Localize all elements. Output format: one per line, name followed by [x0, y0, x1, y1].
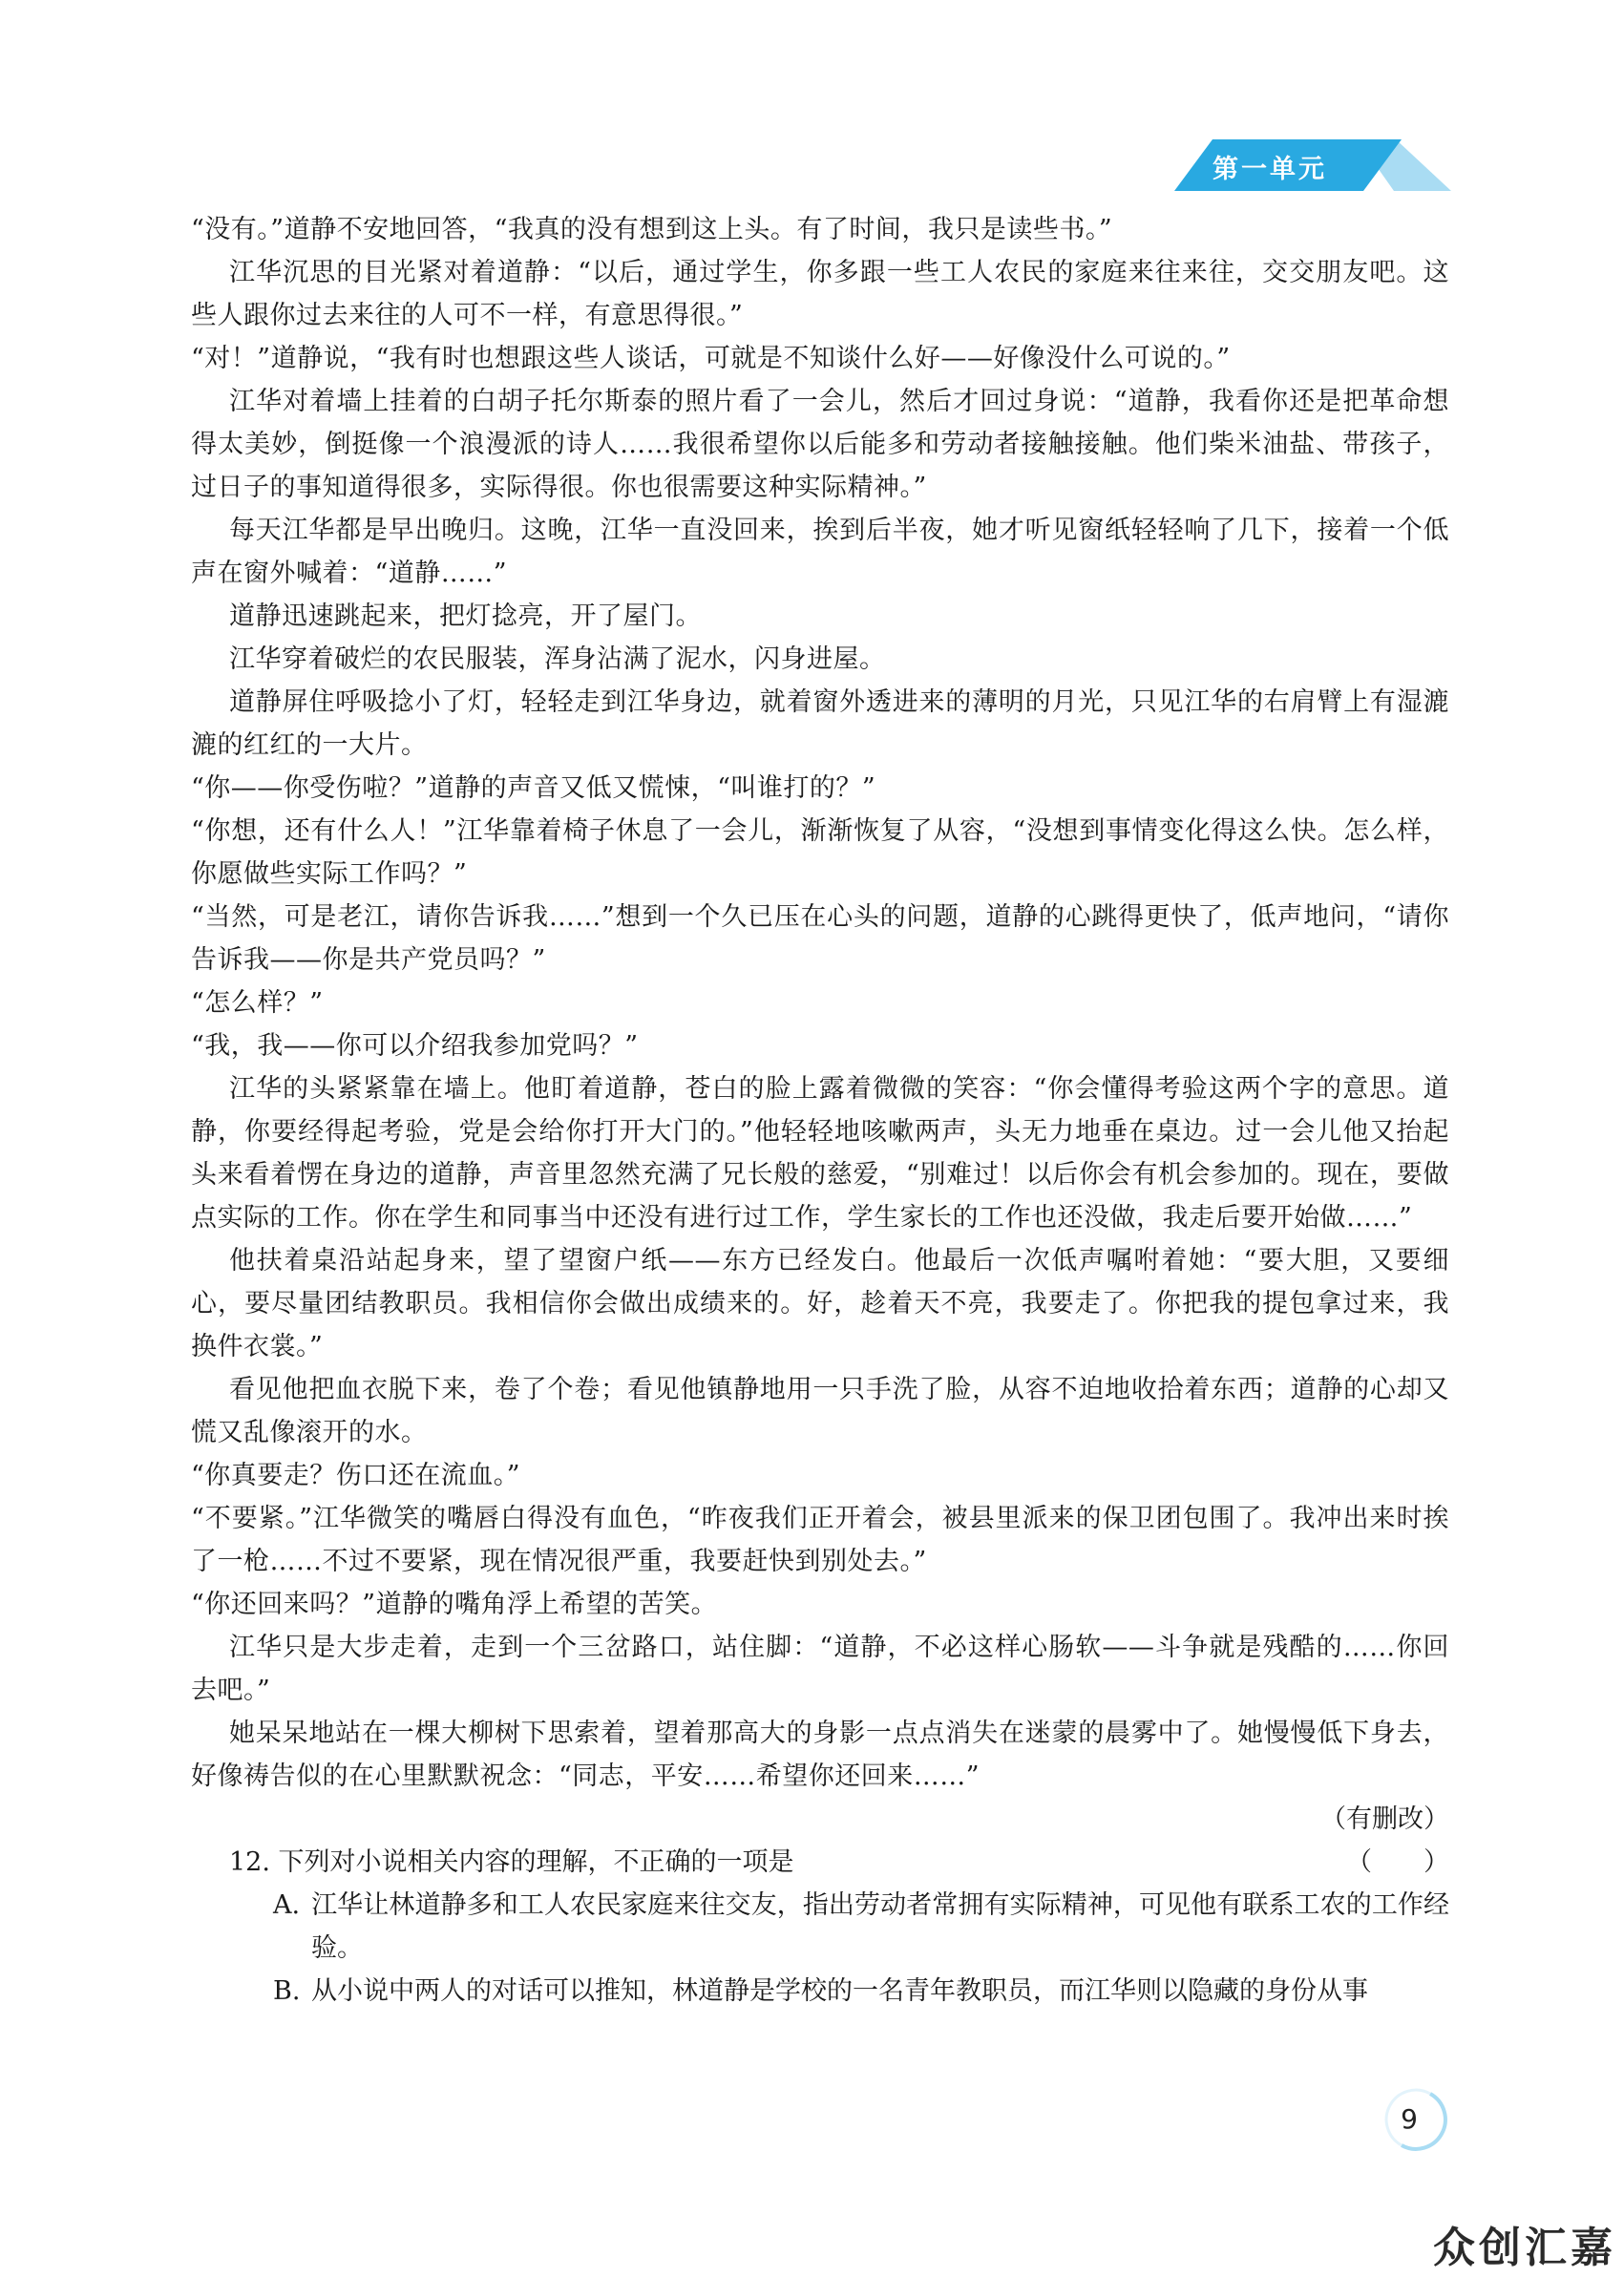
paragraph: 江华沉思的目光紧对着道静：“以后，通过学生，你多跟一些工人农民的家庭来往来往，交交朋友吧。这些人跟你过去来往的人可不一样，有意思得很。” — [191, 258, 1449, 330]
paragraph: 他扶着桌沿站起身来，望了望窗户纸——东方已经发白。他最后一次低声嘱咐着她：“要大胆，又要细心，要尽量团结教职员。我相信你会做出成绩来的。好，趁着天不亮，我要走了。你把我的提包拿过来，我换件衣裳。” — [191, 1246, 1449, 1361]
unit-label: 第一单元 — [1213, 155, 1327, 184]
paragraph: 她呆呆地站在一棵大柳树下思索着，望着那高大的身影一点点消失在迷蒙的晨雾中了。她慢慢低下身去，好像祷告似的在心里默默祝念：“同志，平安……希望你还回来……” — [191, 1719, 1449, 1791]
paragraph: 江华只是大步走着，走到一个三岔路口，站住脚：“道静，不必这样心肠软——斗争就是残酷的……你回去吧。” — [191, 1633, 1449, 1705]
article-body — [191, 208, 1449, 2013]
page-number: 9 — [1401, 2103, 1418, 2135]
paragraph: 每天江华都是早出晚归。这晚，江华一直没回来，挨到后半夜，她才听见窗纸轻轻响了几下，接着一个低声在窗外喊着：“道静……” — [191, 516, 1449, 588]
paragraph: “你想，还有什么人！”江华靠着椅子休息了一会儿，渐渐恢复了从容，“没想到事情变化得这么快。怎么样，你愿做些实际工作吗？” — [191, 816, 1449, 889]
paragraph: “对！”道静说，“我有时也想跟这些人谈话，可就是不知谈什么好——好像没什么可说的。” — [191, 344, 1231, 373]
paragraph: “我，我——你可以介绍我参加党吗？” — [191, 1031, 639, 1061]
paragraph: “怎么样？” — [191, 988, 324, 1018]
paragraph: “你——你受伤啦？”道静的声音又低又慌悚，“叫谁打的？” — [191, 773, 876, 803]
paragraph: “你还回来吗？”道静的嘴角浮上希望的苦笑。 — [191, 1590, 718, 1619]
paragraph: 看见他把血衣脱下来，卷了个卷；看见他镇静地用一只手洗了脸，从容不迫地收拾着东西；道静的心却又慌又乱像滚开的水。 — [191, 1375, 1449, 1447]
paragraph: “不要紧。”江华微笑的嘴唇白得没有血色，“昨夜我们正开着会，被县里派来的保卫团包围了。我冲出来时挨了一枪……不过不要紧，现在情况很严重，我要赶快到别处去。” — [191, 1504, 1449, 1576]
page-number-badge — [1382, 2086, 1451, 2155]
option-letter: A. — [273, 1890, 301, 1920]
paragraph: “没有。”道静不安地回答，“我真的没有想到这上头。有了时间，我只是读些书。” — [191, 215, 1113, 244]
paragraph: 江华对着墙上挂着的白胡子托尔斯泰的照片看了一会儿，然后才回过身说：“道静，我看你还是把革命想得太美妙，倒挺像一个浪漫派的诗人……我很希望你以后能多和劳动者接触接触。他们柴米油盐、带孩子，过日子的事知道得很多，实际得很。你也很需要这种实际精神。” — [191, 387, 1449, 502]
watermark-logo: 众创汇嘉 — [1433, 2224, 1616, 2272]
paragraph: “你真要走？伤口还在流血。” — [191, 1461, 521, 1490]
paragraph: 江华穿着破烂的农民服装，浑身沾满了泥水，闪身进屋。 — [229, 644, 886, 674]
paragraph: 江华的头紧紧靠在墙上。他盯着道静，苍白的脸上露着微微的笑容：“你会懂得考验这两个字的意思。道静，你要经得起考验，党是会给你打开大门的。”他轻轻地咳嗽两声，头无力地垂在桌边。过一会儿他又抬起头来看着愣在身边的道静，声音里忽然充满了兄长般的慈爱，“别难过！以后你会有机会参加的。现在，要做点实际的工作。你在学生和同事当中还没有进行过工作，学生家长的工作也还没做，我走后要开始做……” — [191, 1074, 1449, 1233]
option-b — [191, 1970, 1449, 2013]
unit-header-tag — [1155, 139, 1461, 191]
question-text: 12. 下列对小说相关内容的理解，不正确的一项是 — [229, 1847, 794, 1877]
paragraph: “当然，可是老江，请你告诉我……”想到一个久已压在心头的问题，道静的心跳得更快了，低声地问，“请你告诉我——你是共产党员吗？” — [191, 902, 1449, 975]
option-text: 从小说中两人的对话可以推知，林道静是学校的一名青年教职员，而江华则以隐藏的身份从事 — [311, 1976, 1368, 2006]
paragraph: 道静迅速跳起来，把灯捻亮，开了屋门。 — [229, 601, 702, 631]
paragraph: 道静屏住呼吸捻小了灯，轻轻走到江华身边，就着窗外透进来的薄明的月光，只见江华的右肩臂上有湿漉漉的红红的一大片。 — [191, 687, 1449, 760]
option-text: 江华让林道静多和工人农民家庭来往交友，指出劳动者常拥有实际精神，可见他有联系工农的工作经验。 — [311, 1890, 1449, 1963]
source-note: （有删改） — [1320, 1804, 1449, 1834]
option-letter: B. — [273, 1976, 301, 2006]
answer-blank: （ ） — [1346, 1847, 1449, 1877]
question-stem — [191, 1841, 1449, 1884]
option-a — [191, 1884, 1449, 1970]
